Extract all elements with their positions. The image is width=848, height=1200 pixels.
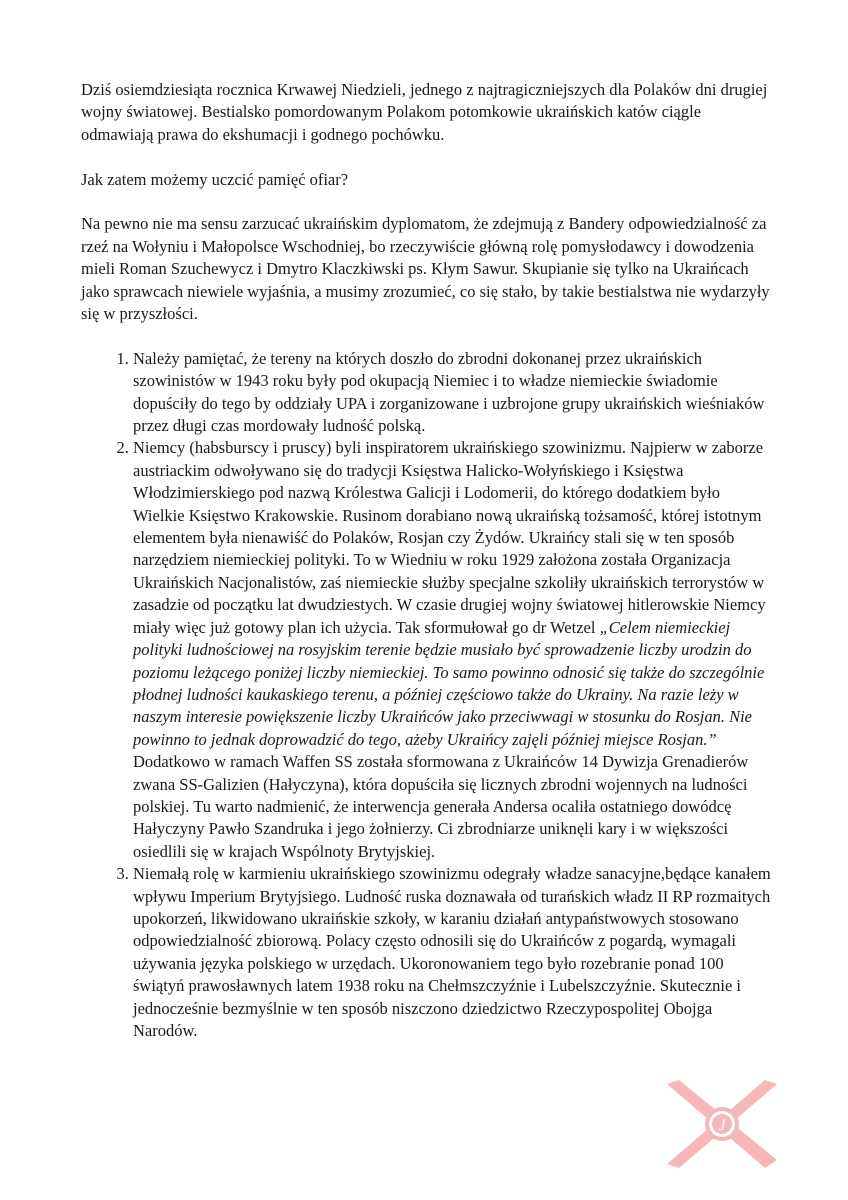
list-item-text: Niemałą rolę w karmieniu ukraińskiego szowinizmu odegrały władze sanacyjne,będące kanałem wpływu Imperium Brytyjsiego. Ludność ruska doznawała od turańskich władz II RP rozmaitych upokorzeń, likwidowano ukraińskie szkoły, w karaniu działań antypaństwowych stosowano odpowiedzialność zbiorową. Polacy często odnosili się do Ukraińców z pogardą, wymagali używania języka polskiego w urzędach. Ukoronowaniem tego było rozebranie ponad 100 świątyń prawosławnych latem 1938 roku na Chełmszczyźnie i Lubelszczyźnie. Skutecznie i jednocześnie bezmyślnie w ten sposób niszczono dziedzictwo Rzeczypospolitej Obojga Narodów.: [133, 864, 771, 1041]
list-item: [133, 863, 771, 1042]
list-item-text: Dodatkowo w ramach Waffen SS została sformowana z Ukraińców 14 Dywizja Grenadierów zwana SS-Galizien (Hałyczyna), która dopuściła się licznych zbrodni wojennych na ludności polskiej. Tu warto nadmienić, że interwencja generała Andersa ocaliła ostatniego dowódcę Hałyczyny Pawło Szandruka i jego żołnierzy. Ci zbrodniarze uniknęli kary i w większości osiedlili się w krajach Wspólnoty Brytyjskiej.: [133, 752, 749, 861]
list-item: [133, 348, 771, 438]
quote-wetzel: „Celem niemieckiej polityki ludnościowej na rosyjskim terenie będzie musiało być sprowadzenie liczby urodzin do poziomu leżącego poniżej liczby niemieckiej. To samo powinno odnosić się także do szczególnie płodnej ludności kaukaskiego terenu, a później częściowo także do Ukrainy. Na razie leży w naszym interesie powiększenie liczby Ukraińców jako przeciwwagi w stosunku do Rosjan. Nie powinno to jednak doprowadzić do tego, ażeby Ukraińcy zajęli później miejsce Rosjan.”: [133, 617, 765, 749]
emblem-letter: J: [718, 1117, 726, 1134]
paragraph-intro: Dziś osiemdziesiąta rocznica Krwawej Niedzieli, jednego z najtragiczniejszych dla Polaków dni drugiej wojny światowej. Bestialsko pomordowanym Polakom potomkowie ukraińskich katów ciągle odmawiają prawa do ekshumacji i godnego pochówku.: [81, 80, 768, 144]
list-item: [133, 437, 771, 863]
saltire-emblem-icon: [667, 1080, 777, 1168]
list-item-text: Niemcy (habsburscy i pruscy) byli inspiratorem ukraińskiego szowinizmu. Najpierw w zaborze austriackim odwoływano się do tradycji Księstwa Halicko-Wołyńskiego i Księstwa Włodzimierskiego pod nazwą Królestwa Galicji i Lodomerii, do którego dodatkiem było Wielkie Księstwo Krakowskie. Rusinom dorabiano nową ukraińską tożsamość, której istotnym elementem była nienawiść do Polaków, Rosjan czy Żydów. Ukraińcy stali się w ten sposób narzędziem niemieckiej polityki. To w Wiedniu w roku 1929 założona została Organizacja Ukraińskich Nacjonalistów, zaś niemieckie służby specjalne szkoliły ukraińskich terrorystów w zasadzie od początku lat dwudziestych. W czasie drugiej wojny światowej hitlerowskie Niemcy miały więc już gotowy plan ich użycia. Tak sformułował go dr Wetzel: [133, 438, 766, 637]
list-item-text: Należy pamiętać, że tereny na których doszło do zbrodni dokonanej przez ukraińskich szowinistów w 1943 roku były pod okupacją Niemiec i to władze niemieckie świadomie dopuściły do tego by oddziały UPA i zorganizowane i uzbrojone grupy ukraińskich wieśniaków przez długi czas mordowały ludność polską.: [133, 348, 765, 436]
paragraph-context: Na pewno nie ma sensu zarzucać ukraińskim dyplomatom, że zdejmują z Bandery odpowiedzialność za rzeź na Wołyniu i Małopolsce Wschodniej, bo rzeczywiście główną rolę pomysłodawcy i dowodzenia mieli Roman Szuchewycz i Dmytro Klaczkiwski ps. Kłym Sawur. Skupianie się tylko na Ukraińcach jako sprawcach niewiele wyjaśnia, a musimy zrozumieć, co się stało, by takie bestialstwa nie wydarzyły się w przyszłości.: [81, 214, 770, 324]
document-body: [81, 79, 771, 1042]
paragraph-question: Jak zatem możemy uczcić pamięć ofiar?: [81, 169, 349, 189]
numbered-list: [81, 348, 771, 1043]
